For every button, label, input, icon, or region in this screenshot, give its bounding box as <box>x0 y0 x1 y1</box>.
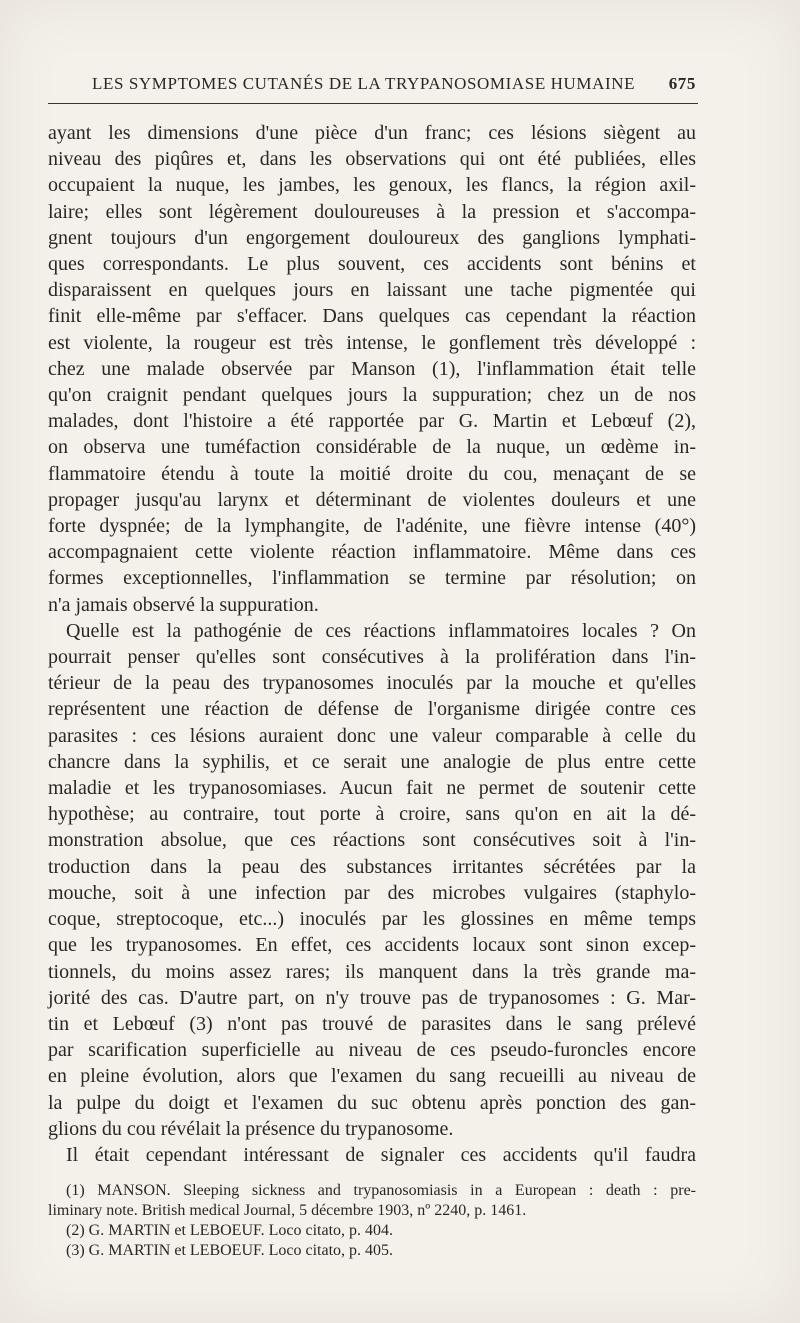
text-line: occupaient la nuque, les jambes, les genoux, les flancs, la région axil- <box>48 174 696 197</box>
text-line: tionnels, du moins assez rares; ils manquent dans la très grande ma- <box>48 960 696 983</box>
text-line: jorité des cas. D'autre part, on n'y trouve pas de trypanosomes : G. Mar- <box>48 986 696 1009</box>
text-line: chez une malade observée par Manson (1), l'inflammation était telle <box>48 357 696 380</box>
text-line: malades, dont l'histoire a été rapportée par G. Martin et Lebœuf (2), <box>48 410 696 433</box>
text-line: que les trypanosomes. En effet, ces accidents locaux sont sinon excep- <box>48 934 696 957</box>
text-line: pourrait penser qu'elles sont consécutives à la prolifération dans l'in- <box>48 646 696 669</box>
footnotes <box>48 1181 696 1261</box>
text-line: niveau des piqûres et, dans les observations qui ont été publiées, elles <box>48 148 696 171</box>
text-line: mouche, soit à une infection par des microbes vulgaires (staphylo- <box>48 881 696 904</box>
text-line: maladie et les trypanosomiases. Aucun fait ne permet de soutenir cette <box>48 777 696 800</box>
text-line: laire; elles sont légèrement douloureuses à la pression et s'accompa- <box>48 200 696 223</box>
text-line: finit elle-même par s'effacer. Dans quelques cas cependant la réaction <box>48 305 696 328</box>
footnote-line: liminary note. British medical Journal, 5 décembre 1903, nº 2240, p. 1461. <box>48 1202 527 1219</box>
text-line: disparaissent en quelques jours en laissant une tache pigmentée qui <box>48 279 696 302</box>
text-line: qu'on craignit pendant quelques jours la suppuration; chez un de nos <box>48 384 696 407</box>
text-line: troduction dans la peau des substances irritantes sécrétées par la <box>48 855 696 878</box>
text-line: est violente, la rougeur est très intense, le gonflement très développé : <box>48 331 696 354</box>
text-line: forte dyspnée; de la lymphangite, de l'adénite, une fièvre intense (40°) <box>48 515 696 538</box>
text-line: accompagnaient cette violente réaction inflammatoire. Même dans ces <box>48 541 696 564</box>
body-text <box>48 120 696 1168</box>
text-line: ayant les dimensions d'une pièce d'un franc; ces lésions siègent au <box>48 122 696 144</box>
text-line: la pulpe du doigt et l'examen du suc obtenu après ponction des gan- <box>48 1091 696 1114</box>
text-line: n'a jamais observé la suppuration. <box>48 593 319 616</box>
text-line: monstration absolue, que ces réactions sont consécutives soit à l'in- <box>48 829 696 852</box>
text-line: en pleine évolution, alors que l'examen du sang recueilli au niveau de <box>48 1065 696 1088</box>
text-line: flammatoire étendu à toute la moitié droite du cou, menaçant de se <box>48 462 696 485</box>
footnote-line: (1) MANSON. Sleeping sickness and trypanosomiasis in a European : death : pre- <box>66 1182 696 1199</box>
text-line: chancre dans la syphilis, et ce serait une analogie de plus entre cette <box>48 750 696 773</box>
footnote-line: (3) G. MARTIN et LEBOEUF. Loco citato, p. 405. <box>66 1242 394 1259</box>
text-line: tin et Lebœuf (3) n'ont pas trouvé de parasites dans le sang prélevé <box>48 1012 696 1035</box>
text-line: térieur de la peau des trypanosomes inoculés par la mouche et qu'elles <box>48 672 696 695</box>
text-line: propager jusqu'au larynx et déterminant de violentes douleurs et une <box>48 488 696 511</box>
running-head-title: LES SYMPTOMES CUTANÉS DE LA TRYPANOSOMIASE HUMAINE <box>92 74 636 93</box>
text-line: on observa une tuméfaction considérable de la nuque, un œdème in- <box>48 436 696 459</box>
text-line: hypothèse; au contraire, tout porte à croire, sans qu'on en ait la dé- <box>48 803 696 826</box>
text-line: coque, streptocoque, etc...) inoculés par les glossines en même temps <box>48 908 696 931</box>
text-line: Quelle est la pathogénie de ces réactions inflammatoires locales ? On <box>66 619 696 642</box>
text-line: formes exceptionnelles, l'inflammation se termine par résolution; on <box>48 567 696 590</box>
text-line: glions du cou révélait la présence du trypanosome. <box>48 1117 454 1140</box>
text-line: Il était cependant intéressant de signaler ces accidents qu'il faudra <box>66 1143 696 1166</box>
footnote-line: (2) G. MARTIN et LEBOEUF. Loco citato, p. 404. <box>66 1222 394 1239</box>
text-line: parasites : ces lésions auraient donc une valeur comparable à celle du <box>48 724 696 747</box>
text-line: représentent une réaction de défense de l'organisme dirigée contre ces <box>48 698 696 721</box>
header-rule <box>48 103 698 104</box>
text-line: gnent toujours d'un engorgement douloureux des ganglions lymphati- <box>48 226 696 249</box>
text-line: ques correspondants. Le plus souvent, ces accidents sont bénins et <box>48 253 696 276</box>
text-line: par scarification superficielle au niveau de ces pseudo-furoncles encore <box>48 1039 696 1062</box>
page-number: 675 <box>668 74 696 93</box>
